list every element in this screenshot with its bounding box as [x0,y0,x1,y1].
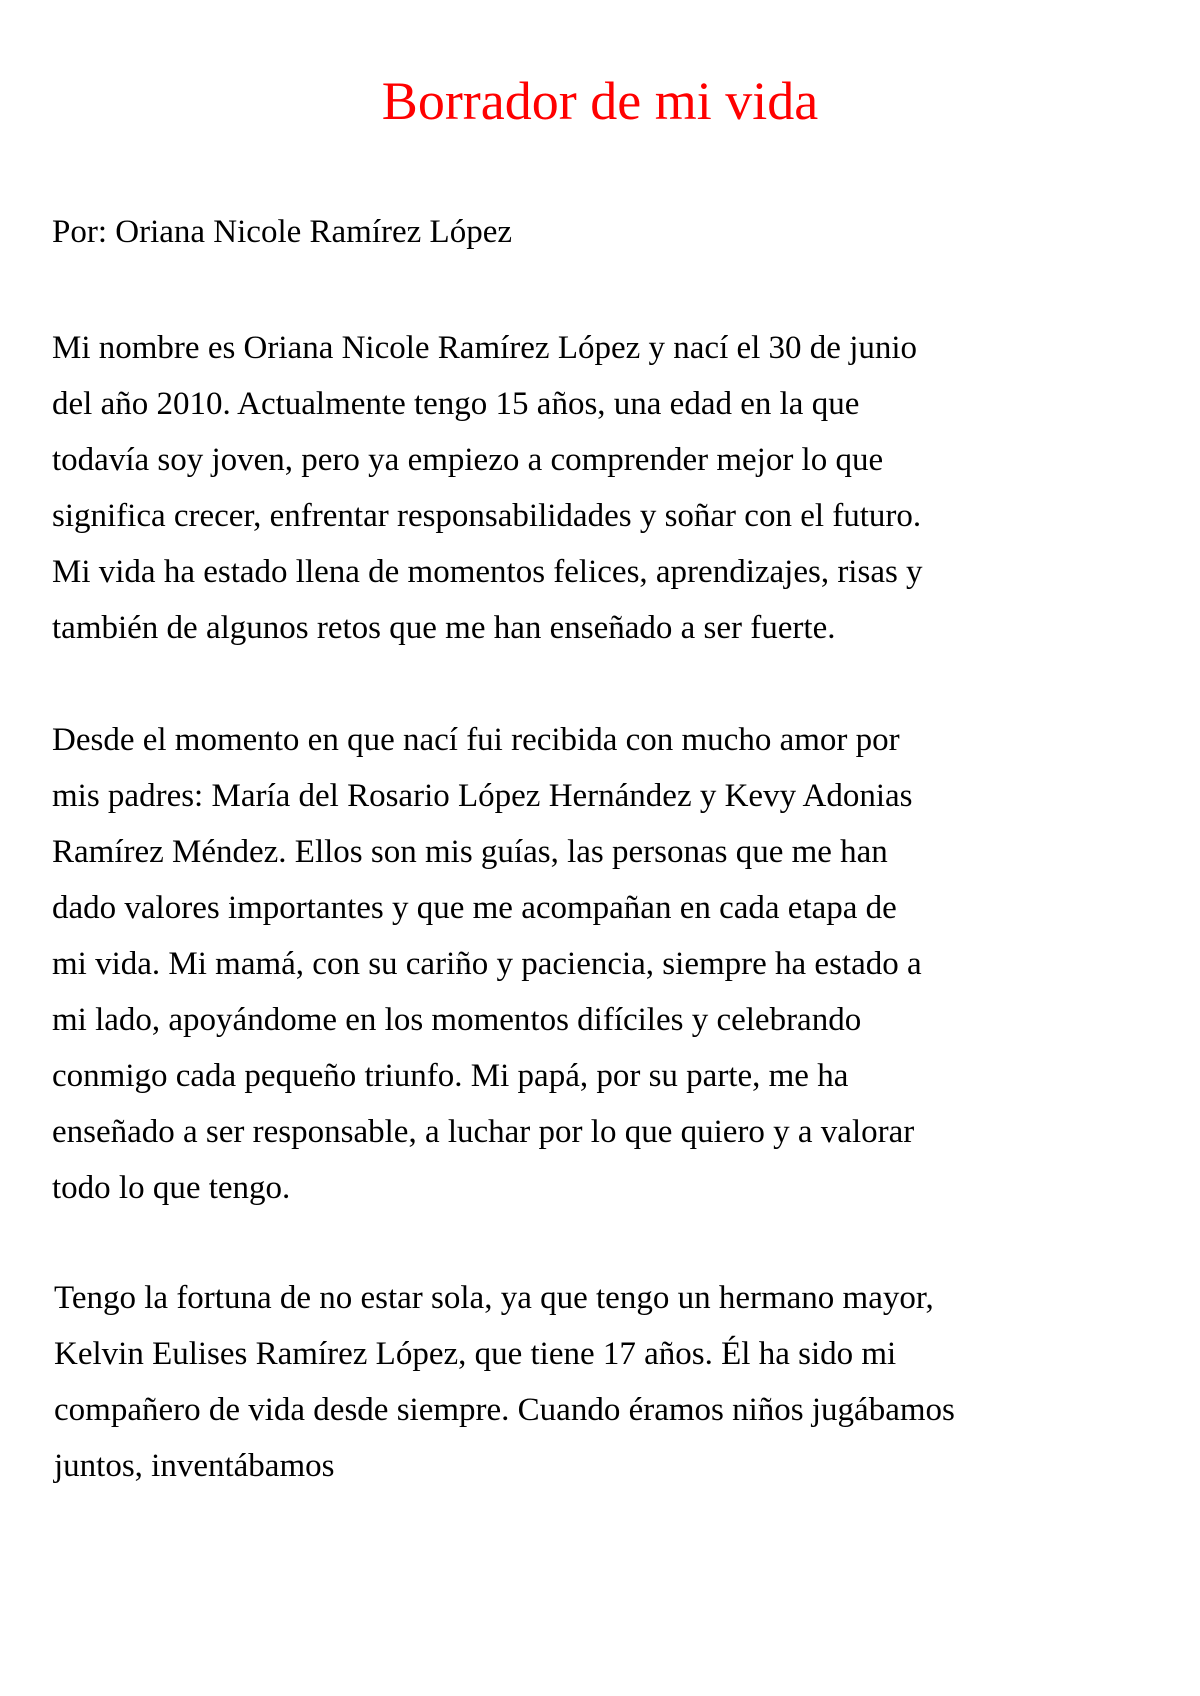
text-line: también de algunos retos que me han enseñado a ser fuerte. [52,610,836,646]
text-line: mis padres: María del Rosario López Hernández y Kevy Adonias [52,778,913,814]
text-line: juntos, inventábamos [54,1448,335,1484]
text-line: Mi vida ha estado llena de momentos felices, aprendizajes, risas y [52,554,923,590]
text-line: dado valores importantes y que me acompañan en cada etapa de [52,890,897,926]
text-line: Tengo la fortuna de no estar sola, ya que tengo un hermano mayor, [54,1280,934,1316]
text-line: todo lo que tengo. [52,1170,291,1206]
text-line: Ramírez Méndez. Ellos son mis guías, las personas que me han [52,834,888,870]
text-line: Desde el momento en que nací fui recibida con mucho amor por [52,722,900,758]
text-line: enseñado a ser responsable, a luchar por lo que quiero y a valorar [52,1114,915,1150]
author-line: Por: Oriana Nicole Ramírez López [52,214,512,250]
paragraph-brother [54,1270,955,1494]
text-line: compañero de vida desde siempre. Cuando éramos niños jugábamos [54,1392,955,1428]
text-line: Kelvin Eulises Ramírez López, que tiene 17 años. Él ha sido mi [54,1336,897,1372]
document-title: Borrador de mi vida [381,71,819,131]
text-line: mi vida. Mi mamá, con su cariño y paciencia, siempre ha estado a [52,946,922,982]
text-line: conmigo cada pequeño triunfo. Mi papá, por su parte, me ha [52,1058,849,1094]
text-line: mi lado, apoyándome en los momentos difíciles y celebrando [52,1002,862,1038]
text-line: todavía soy joven, pero ya empiezo a comprender mejor lo que [52,442,884,478]
text-line: significa crecer, enfrentar responsabilidades y soñar con el futuro. [52,498,922,534]
paragraph-parents [52,712,922,1216]
text-line: del año 2010. Actualmente tengo 15 años, una edad en la que [52,386,860,422]
paragraph-intro [52,320,923,656]
text-line: Mi nombre es Oriana Nicole Ramírez López y nací el 30 de junio [52,330,918,366]
